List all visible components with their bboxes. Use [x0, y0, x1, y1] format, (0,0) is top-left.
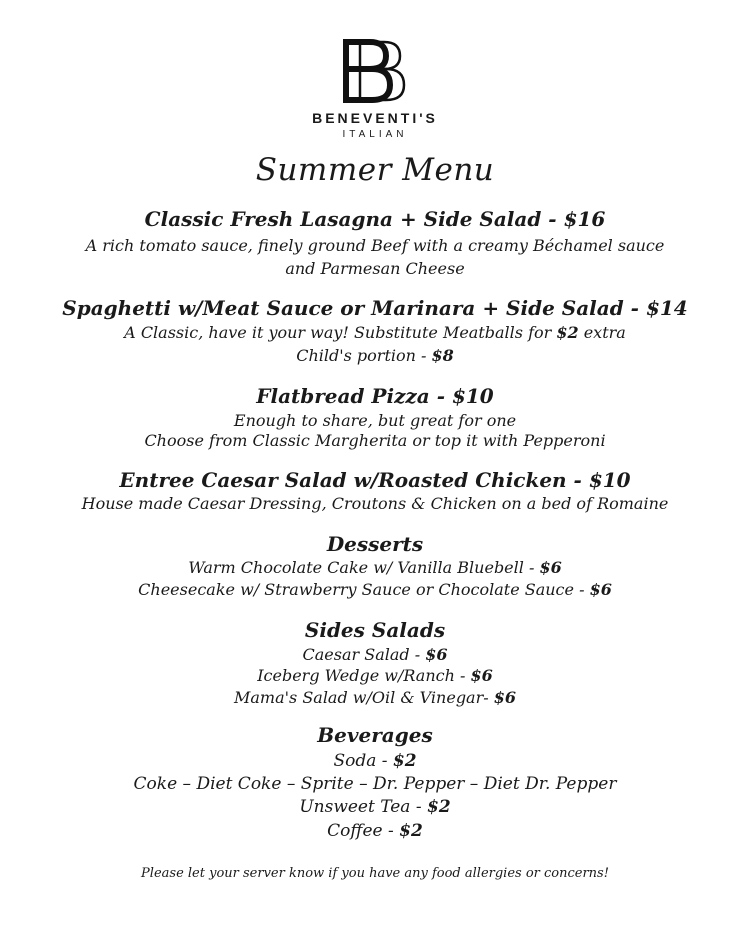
- menu-item-heading: Classic Fresh Lasagna + Side Salad - $16: [144, 207, 606, 231]
- side-salad-item: Mama's Salad w/Oil & Vinegar- $6: [233, 688, 516, 707]
- menu-item-heading: Spaghetti w/Meat Sauce or Marinara + Side Salad - $14: [62, 296, 688, 320]
- beverage-item: Soda - $2: [333, 751, 417, 771]
- menu-item-description: A rich tomato sauce, finely ground Beef with a creamy Béchamel sauce: [85, 236, 665, 255]
- side-salad-item: Caesar Salad - $6: [302, 645, 448, 664]
- bb-monogram-icon: [340, 36, 410, 106]
- dessert-item: Cheesecake w/ Strawberry Sauce or Chocolate Sauce - $6: [138, 580, 612, 599]
- menu-item-description: Choose from Classic Margherita or top it with Pepperoni: [144, 431, 606, 450]
- menu-title: Summer Menu: [255, 152, 495, 188]
- section-heading-sides: Sides Salads: [304, 618, 446, 642]
- menu-item-description: Enough to share, but great for one: [233, 411, 517, 430]
- brand-subtitle: ITALIAN: [342, 129, 408, 140]
- beverage-soda-options: Coke – Diet Coke – Sprite – Dr. Pepper – Diet Dr. Pepper: [133, 774, 617, 794]
- menu-item-description: A Classic, have it your way! Substitute Meatballs for $2 extra: [124, 323, 626, 342]
- brand-name: BENEVENTI'S: [312, 110, 438, 126]
- section-heading-beverages: Beverages: [317, 723, 433, 747]
- menu-item-heading: Flatbread Pizza - $10: [256, 384, 494, 408]
- menu-item-description: House made Caesar Dressing, Croutons & Chicken on a bed of Romaine: [81, 494, 669, 513]
- menu-item-description: and Parmesan Cheese: [285, 259, 465, 278]
- dessert-item: Warm Chocolate Cake w/ Vanilla Bluebell - $6: [188, 558, 562, 577]
- section-heading-desserts: Desserts: [326, 532, 424, 556]
- allergy-note: Please let your server know if you have any food allergies or concerns!: [141, 866, 609, 881]
- menu-item-heading: Entree Caesar Salad w/Roasted Chicken - $10: [119, 468, 631, 492]
- brand-logo: [0, 36, 750, 106]
- menu-item-description: Child's portion - $8: [296, 346, 454, 365]
- beverage-item: Coffee - $2: [327, 821, 423, 841]
- beverage-item: Unsweet Tea - $2: [299, 797, 451, 817]
- side-salad-item: Iceberg Wedge w/Ranch - $6: [257, 666, 493, 685]
